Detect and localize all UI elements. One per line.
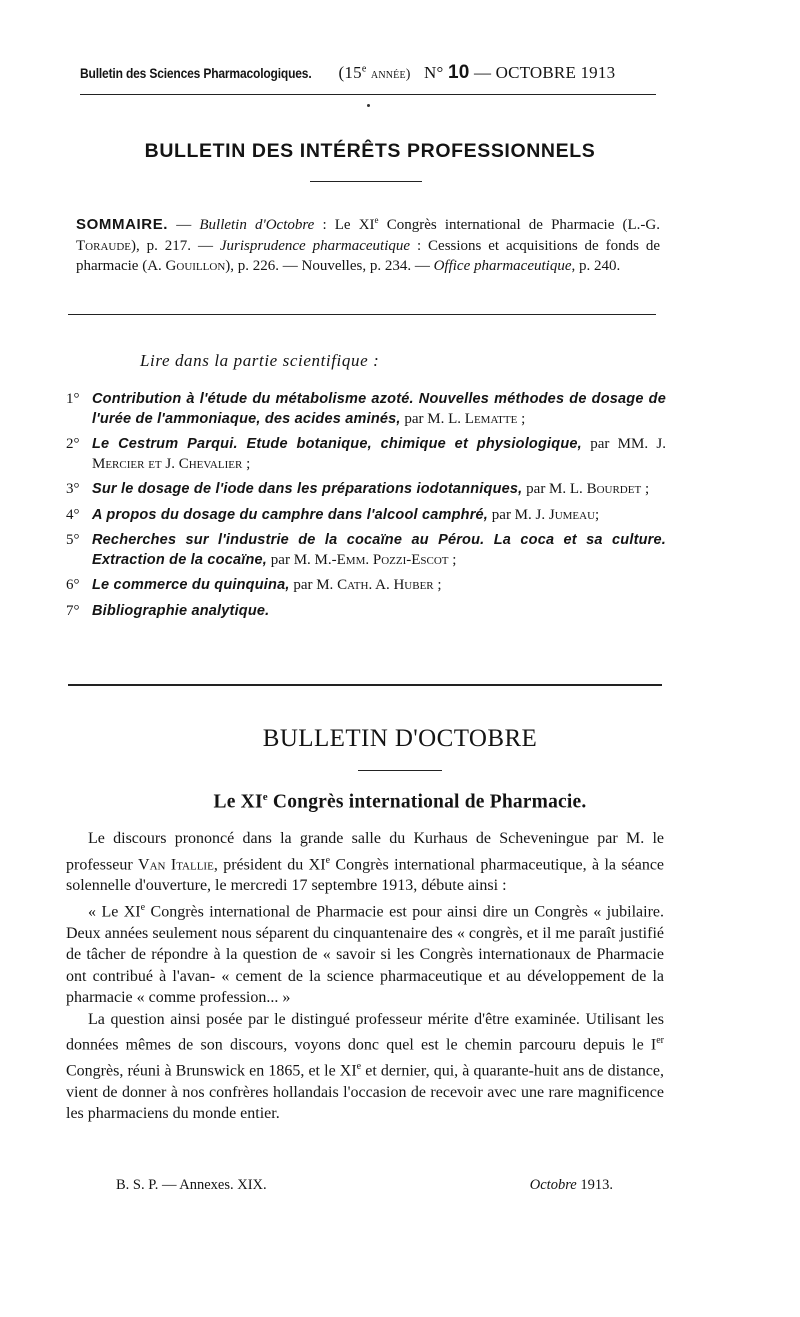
title-rule xyxy=(310,181,422,182)
sommaire-rule xyxy=(68,314,656,315)
running-header xyxy=(80,62,660,84)
section-title: BULLETIN DES INTÉRÊTS PROFESSIONNELS xyxy=(144,140,596,162)
toc-entry: 5° Recherches sur l'industrie de la cocaïne au Pérou. La coca et sa culture. Extraction de la cocaïne, par M. M.-Emm. Pozzi-Escot ; xyxy=(66,532,666,568)
toc-entry: 4° A propos du dosage du camphre dans l'alcool camphré, par M. J. Jumeau; xyxy=(66,506,600,523)
sommaire: SOMMAIRE. — Bulletin d'Octobre : Le XIe Congrès international de Pharmacie (L.-G. Toraude), p. 217. — Jurisprudence pharmaceutique : Cessions et acquisitions de fonds de pharmacie (A. Gouillon), p. 226. — Nouvelles, p. 234. — Office pharmaceutique, p. 240. xyxy=(76,215,661,274)
quote: « Le XIe Congrès international de Pharmacie est pour ainsi dire un Congrès « jubilaire. Deux années seulement nous séparent du cinquantenaire des « congrès, et il me paraît justifié de tâcher de répondre à la question de « savoir si les Congrès internationaux de Pharmacie ont contribué à l'avan- « cement de la science pharmaceutique et au développement de la pharmacie « comme profession... » xyxy=(66,901,664,1007)
toc-entry: 2° Le Cestrum Parqui. Etude botanique, chimique et physiologique, par MM. J. Mercier et J. Chevalier ; xyxy=(66,436,667,472)
paragraph: Le discours prononcé dans la grande salle du Kurhaus de Scheveningue par M. le professeur Van Itallie, président du XIe Congrès international pharmaceutique, à la séance solennelle d'ouverture, le mercredi 17 septembre 1913, débute ainsi : xyxy=(66,830,665,895)
toc-entry: 3° Sur le dosage de l'iode dans les préparations iodotanniques, par M. L. Bourdet ; xyxy=(66,481,650,497)
issue-number-prefix: N° xyxy=(424,63,444,82)
lire-heading: Lire dans la partie scientifique : xyxy=(140,351,380,370)
paragraph: La question ainsi posée par le distingué professeur mérite d'être examinée. Utilisant les données mêmes de son discours, voyons donc quel est le chemin parcouru depuis le Ier Congrès, réuni à Brunswick en 1865, et le XIe et dernier, qui, à quarante-huit ans de distance, vient de donner à nos confrères hollandais l'occasion de recevoir avec une rare magnificence les pharmaciens du monde entier. xyxy=(66,1010,664,1123)
toc-entry: 7° Bibliographie analytique. xyxy=(66,602,270,619)
speck xyxy=(367,104,370,107)
annee: (15e année) xyxy=(338,63,411,82)
table-of-contents xyxy=(66,390,666,627)
sommaire-label: SOMMAIRE. xyxy=(76,216,169,233)
footer-date: Octobre 1913. xyxy=(529,1177,613,1193)
article-title: Le XIe Congrès international de Pharmacie. xyxy=(213,791,587,813)
journal-name: Bulletin des Sciences Pharmacologiques. xyxy=(80,65,312,81)
header-rule xyxy=(80,94,656,95)
issue-month: — OCTOBRE 1913 xyxy=(473,63,616,82)
footer-annexes: B. S. P. — Annexes. XIX. xyxy=(116,1177,267,1193)
issue-number: 10 xyxy=(447,62,470,83)
toc-entry: 1° Contribution à l'étude du métabolisme azoté. Nouvelles méthodes de dosage de l'urée de l'ammoniaque, des acides aminés, par M. L. Lematte ; xyxy=(66,391,666,427)
toc-entry: 6° Le commerce du quinquina, par M. Cath. A. Huber ; xyxy=(66,577,442,593)
bulletin-title: BULLETIN D'OCTOBRE xyxy=(262,725,538,752)
article-body xyxy=(66,828,664,1125)
bulletin-title-rule xyxy=(358,770,442,771)
toc-rule xyxy=(68,684,662,686)
